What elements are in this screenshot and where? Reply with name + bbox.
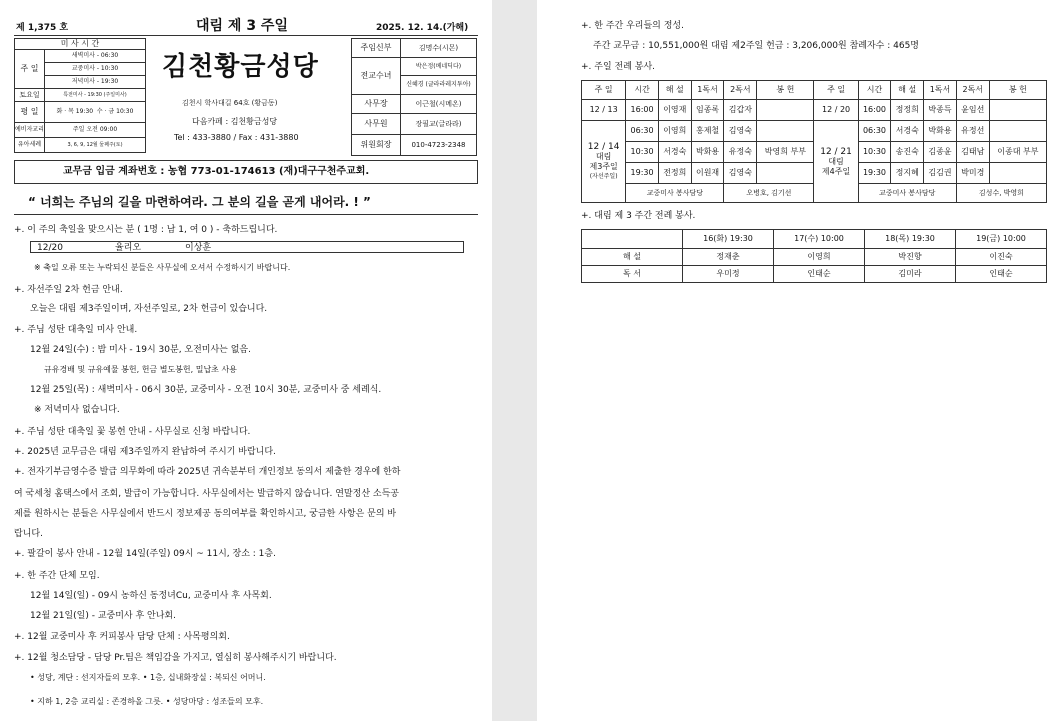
service-footer-names: 오병호, 김기선 xyxy=(724,184,814,203)
right-page xyxy=(537,0,1061,721)
christmas-eve: 12월 24일(수) : 밤 미사 - 19시 30분, 오전미사는 없음. xyxy=(30,345,251,355)
service-offering: 이종대 부부 xyxy=(989,142,1046,163)
sunday-mass-1: 새벽미사 - 06:30 xyxy=(44,50,145,63)
feast-heading: +. 이 주의 축일을 맞으시는 분 ( 1명 : 남 1, 여 0 ) - 축하드립니다. xyxy=(14,225,278,235)
service-name: 정지혜 xyxy=(891,163,924,184)
service-header-0: 주 일 xyxy=(582,81,626,100)
feast-note: ※ 축일 오류 또는 누락되신 분들은 사무실에 오셔서 수정하시기 바랍니다. xyxy=(34,263,291,272)
service-date-left-sub: (자선주일) xyxy=(589,172,618,180)
sunday-service-table xyxy=(581,80,1047,203)
cleaning-heading: +. 12월 청소담당 - 담당 Pr.팀은 책임감을 가지고, 열심히 봉사해주시기 바랍니다. xyxy=(14,653,337,663)
parish-name: 김천황금성당 xyxy=(162,52,319,82)
service-name: 김종윤 xyxy=(924,142,957,163)
service-name: 박미경 xyxy=(956,163,989,184)
group-meeting-2: 12월 21일(일) - 교중미사 후 안나회. xyxy=(30,611,176,621)
weekday-header-1: 16(화) 19:30 xyxy=(683,230,774,249)
service-name: 김영숙 xyxy=(724,121,757,142)
service-time: 10:30 xyxy=(626,142,659,163)
service-footer-label: 교중미사 봉사담당 xyxy=(626,184,724,203)
saturday-label: 토요일 xyxy=(15,89,45,102)
motto: “ 너희는 주님의 길을 마련하여라. 그 분의 길을 곧게 내어라. ! ” xyxy=(28,195,371,209)
service-name: 박화용 xyxy=(691,142,724,163)
receipt-line-4: 랍니다. xyxy=(14,529,43,539)
service-name: 박화용 xyxy=(924,121,957,142)
staff-name-5: 장필교(글라라) xyxy=(401,114,477,135)
flower-offering: +. 주님 성탄 대축일 꽃 봉헌 안내 - 사무실로 신청 바랍니다. xyxy=(14,427,251,437)
weekday-name: 김미라 xyxy=(865,266,956,283)
infant-baptism-value: 3, 6, 9, 12월 둘째주(토) xyxy=(44,138,145,153)
weekday-name: 우미정 xyxy=(683,266,774,283)
mass-time-table xyxy=(14,38,146,153)
service-date-left-2 xyxy=(582,121,626,203)
motto-rule xyxy=(14,214,478,215)
service-time: 06:30 xyxy=(626,121,659,142)
parish-address: 김천시 학사대길 64호 (황금동) xyxy=(182,99,278,107)
service-name: 정정희 xyxy=(891,100,924,121)
service-offering xyxy=(989,163,1046,184)
service-header-7: 시간 xyxy=(858,81,891,100)
weekday-row-label: 해 설 xyxy=(582,249,683,266)
service-name: 송진숙 xyxy=(891,142,924,163)
weekday-title: +. 대림 제 3 주간 전례 봉사. xyxy=(581,211,696,221)
service-offering: 박영희 부부 xyxy=(757,142,814,163)
service-date-right-sub: 대림 xyxy=(828,156,844,166)
weekday-name: 인태순 xyxy=(956,266,1047,283)
group-meeting-heading: +. 한 주간 단체 모임. xyxy=(14,571,100,581)
service-header-2: 해 설 xyxy=(658,81,691,100)
weekday-service-table xyxy=(581,229,1047,283)
service-header-9: 1독서 xyxy=(924,81,957,100)
service-offering xyxy=(757,163,814,184)
staff-name-6: 010-4723-2348 xyxy=(401,135,477,156)
service-time: 10:30 xyxy=(858,142,891,163)
weekday-header-0 xyxy=(582,230,683,249)
weekday-name: 인태순 xyxy=(774,266,865,283)
service-date-left-1: 12 / 13 xyxy=(582,100,626,121)
staff-role-6: 위원회장 xyxy=(352,135,401,156)
account-text: 교무금 입금 계좌번호 : 농협 773-01-174613 (재)대구구천주교회. xyxy=(63,166,370,177)
infant-baptism-label: 유아세례 xyxy=(15,138,45,153)
weekday-label: 평 일 xyxy=(15,102,45,123)
service-name: 김영숙 xyxy=(724,163,757,184)
sunday-mass-2: 교중미사 - 10:30 xyxy=(44,63,145,76)
staff-name-2: 박은정(베네딕다) xyxy=(401,58,477,76)
week-title: 대림 제 3 주일 xyxy=(196,18,288,34)
service-name: 임종록 xyxy=(691,100,724,121)
weekday-name: 정재춘 xyxy=(683,249,774,266)
kimchi-service: +. 팔갈이 봉사 안내 - 12월 14일(주일) 09시 ~ 11시, 장소 : 1층. xyxy=(14,549,276,559)
service-header-3: 1독서 xyxy=(691,81,724,100)
receipt-line-3: 제를 원하시는 분들은 사무실에서 반드시 정보제공 동의여부를 확인하시고, 궁금한 사항은 문의 바 xyxy=(14,509,397,519)
catechumen-label: 예비자교리 xyxy=(15,123,45,138)
coffee-service: +. 12월 교중미사 후 커피봉사 담당 단체 : 사목평의회. xyxy=(14,632,230,642)
service-name: 이영재 xyxy=(658,100,691,121)
service-name: 홍제철 xyxy=(691,121,724,142)
sunday-mass-3: 저녁미사 - 19:30 xyxy=(44,76,145,89)
weekday-row-label: 독 서 xyxy=(582,266,683,283)
service-name: 김태남 xyxy=(956,142,989,163)
receipt-line-1: +. 전자기부금영수증 발급 의무화에 따라 2025년 귀속분부터 개인정보 동의서 제출한 경우에 한하 xyxy=(14,467,401,477)
service-time: 19:30 xyxy=(626,163,659,184)
service-offering xyxy=(989,100,1046,121)
charity-heading: +. 자선주일 2차 헌금 안내. xyxy=(14,285,123,295)
service-date-right-2 xyxy=(814,121,858,203)
bulletin-date: 2025. 12. 14.(가해) xyxy=(376,23,469,33)
sunday-label: 주 일 xyxy=(15,50,45,89)
service-name: 김갑자 xyxy=(724,100,757,121)
weekday-mass-1: 화 · 목 19:30 xyxy=(56,108,94,115)
tithe-notice: +. 2025년 교무금은 대림 제3주일까지 완납하여 주시기 바랍니다. xyxy=(14,447,276,457)
christmas-day: 12월 25일(목) : 새벽미사 - 06시 30분, 교중미사 - 오전 10시 30분, 교중미사 중 세례식. xyxy=(30,385,382,395)
header-rule xyxy=(14,35,478,36)
service-header-11: 봉 헌 xyxy=(989,81,1046,100)
service-name: 서경숙 xyxy=(658,142,691,163)
weekday-name: 이진숙 xyxy=(956,249,1047,266)
service-header-8: 해 설 xyxy=(891,81,924,100)
service-date-right-sub: 제4주일 xyxy=(821,166,851,176)
service-header-6: 주 일 xyxy=(814,81,858,100)
receipt-line-2: 여 국세청 홈택스에서 조회, 발급이 가능합니다. 사무실에서는 발급하지 않습니다. 연말정산 소득공 xyxy=(14,489,399,499)
service-name: 김김권 xyxy=(924,163,957,184)
service-header-4: 2독서 xyxy=(724,81,757,100)
service-footer-label: 교중미사 봉사담당 xyxy=(858,184,956,203)
service-time: 16:00 xyxy=(626,100,659,121)
service-offering xyxy=(757,100,814,121)
offering-text: 주간 교무금 : 10,551,000원 대림 제2주일 헌금 : 3,206,000원 참례자수 : 465명 xyxy=(593,41,919,51)
staff-name-4: 이근철(시메온) xyxy=(401,95,477,114)
service-name: 윤임선 xyxy=(956,100,989,121)
staff-role-2: 전교수녀 xyxy=(352,58,401,95)
cleaning-line-1: • 성당, 계단 : 선지자들의 모후. • 1층, 십내화장실 : 복되신 어머니. xyxy=(30,673,266,682)
staff-role-1: 주임신부 xyxy=(352,39,401,58)
feast-name-2: 이상훈 xyxy=(185,243,212,253)
staff-name-3: 신혜경 (글라라레지투아) xyxy=(401,76,477,95)
service-date-left-2-text: 12 / 14 xyxy=(587,141,620,152)
service-header-5: 봉 헌 xyxy=(757,81,814,100)
parish-cafe: 다음카페 : 김천황금성당 xyxy=(192,117,278,126)
catechumen-value: 주일 오전 09:00 xyxy=(44,123,145,138)
service-name: 이원재 xyxy=(691,163,724,184)
weekday-name: 박진향 xyxy=(865,249,956,266)
cleaning-line-2: • 지하 1, 2층 교리실 : 존경하올 그릇. • 성당마당 : 성조들의 모후. xyxy=(30,697,264,706)
saturday-mass: 특전미사 - 19:30 (주일미사) xyxy=(44,89,145,102)
charity-text: 오늘은 대림 제3주일이며, 자선주일로, 2차 헌금이 있습니다. xyxy=(30,304,268,314)
weekday-header-2: 17(수) 10:00 xyxy=(774,230,865,249)
christmas-heading: +. 주님 성탄 대축일 미사 안내. xyxy=(14,325,138,335)
weekday-header-4: 19(금) 10:00 xyxy=(956,230,1047,249)
service-name: 박종득 xyxy=(924,100,957,121)
christmas-note: ※ 저녁미사 없습니다. xyxy=(34,405,120,415)
feast-name-1: 율리오 xyxy=(115,243,142,253)
service-time: 16:00 xyxy=(858,100,891,121)
left-page xyxy=(0,0,492,721)
weekday-header-3: 18(목) 19:30 xyxy=(865,230,956,249)
service-date-right-2-text: 12 / 21 xyxy=(820,146,852,157)
feast-row xyxy=(30,241,464,253)
service-date-right-1: 12 / 20 xyxy=(814,100,858,121)
parish-phone: Tel : 433-3880 / Fax : 431-3880 xyxy=(174,133,299,142)
service-header-10: 2독서 xyxy=(956,81,989,100)
service-date-left-sub: 제3주일 xyxy=(589,161,618,171)
weekday-mass-2: 수 · 금 10:30 xyxy=(96,108,134,115)
service-time: 06:30 xyxy=(858,121,891,142)
service-name: 이영희 xyxy=(658,121,691,142)
staff-role-5: 사무원 xyxy=(352,114,401,135)
service-name: 유정숙 xyxy=(724,142,757,163)
staff-role-4: 사무장 xyxy=(352,95,401,114)
staff-name-1: 김명수(시몬) xyxy=(401,39,477,58)
mass-table-title: 미 사 시 간 xyxy=(15,39,146,50)
christmas-eve-note: 규유경배 및 규유예물 봉헌, 헌금 별도봉헌, 밀납초 사용 xyxy=(44,365,237,374)
service-name: 전정희 xyxy=(658,163,691,184)
service-title: +. 주일 전례 봉사. xyxy=(581,62,656,72)
feast-date: 12/20 xyxy=(37,243,63,253)
service-offering xyxy=(989,121,1046,142)
service-time: 19:30 xyxy=(858,163,891,184)
service-date-left-sub: 대림 xyxy=(595,151,612,161)
account-box xyxy=(14,160,478,184)
service-offering xyxy=(757,121,814,142)
staff-table xyxy=(351,38,477,156)
service-name: 유정선 xyxy=(956,121,989,142)
offering-title: +. 한 주간 우리들의 정성. xyxy=(581,21,684,31)
group-meeting-1: 12월 14일(일) - 09시 농하신 동정녀Cu, 교중미사 후 사목회. xyxy=(30,591,272,601)
service-name: 서경숙 xyxy=(891,121,924,142)
service-header-1: 시간 xyxy=(626,81,659,100)
issue-number: 제 1,375 호 xyxy=(16,23,69,33)
service-footer-names: 김성수, 박영희 xyxy=(956,184,1046,203)
weekday-name: 이영희 xyxy=(774,249,865,266)
